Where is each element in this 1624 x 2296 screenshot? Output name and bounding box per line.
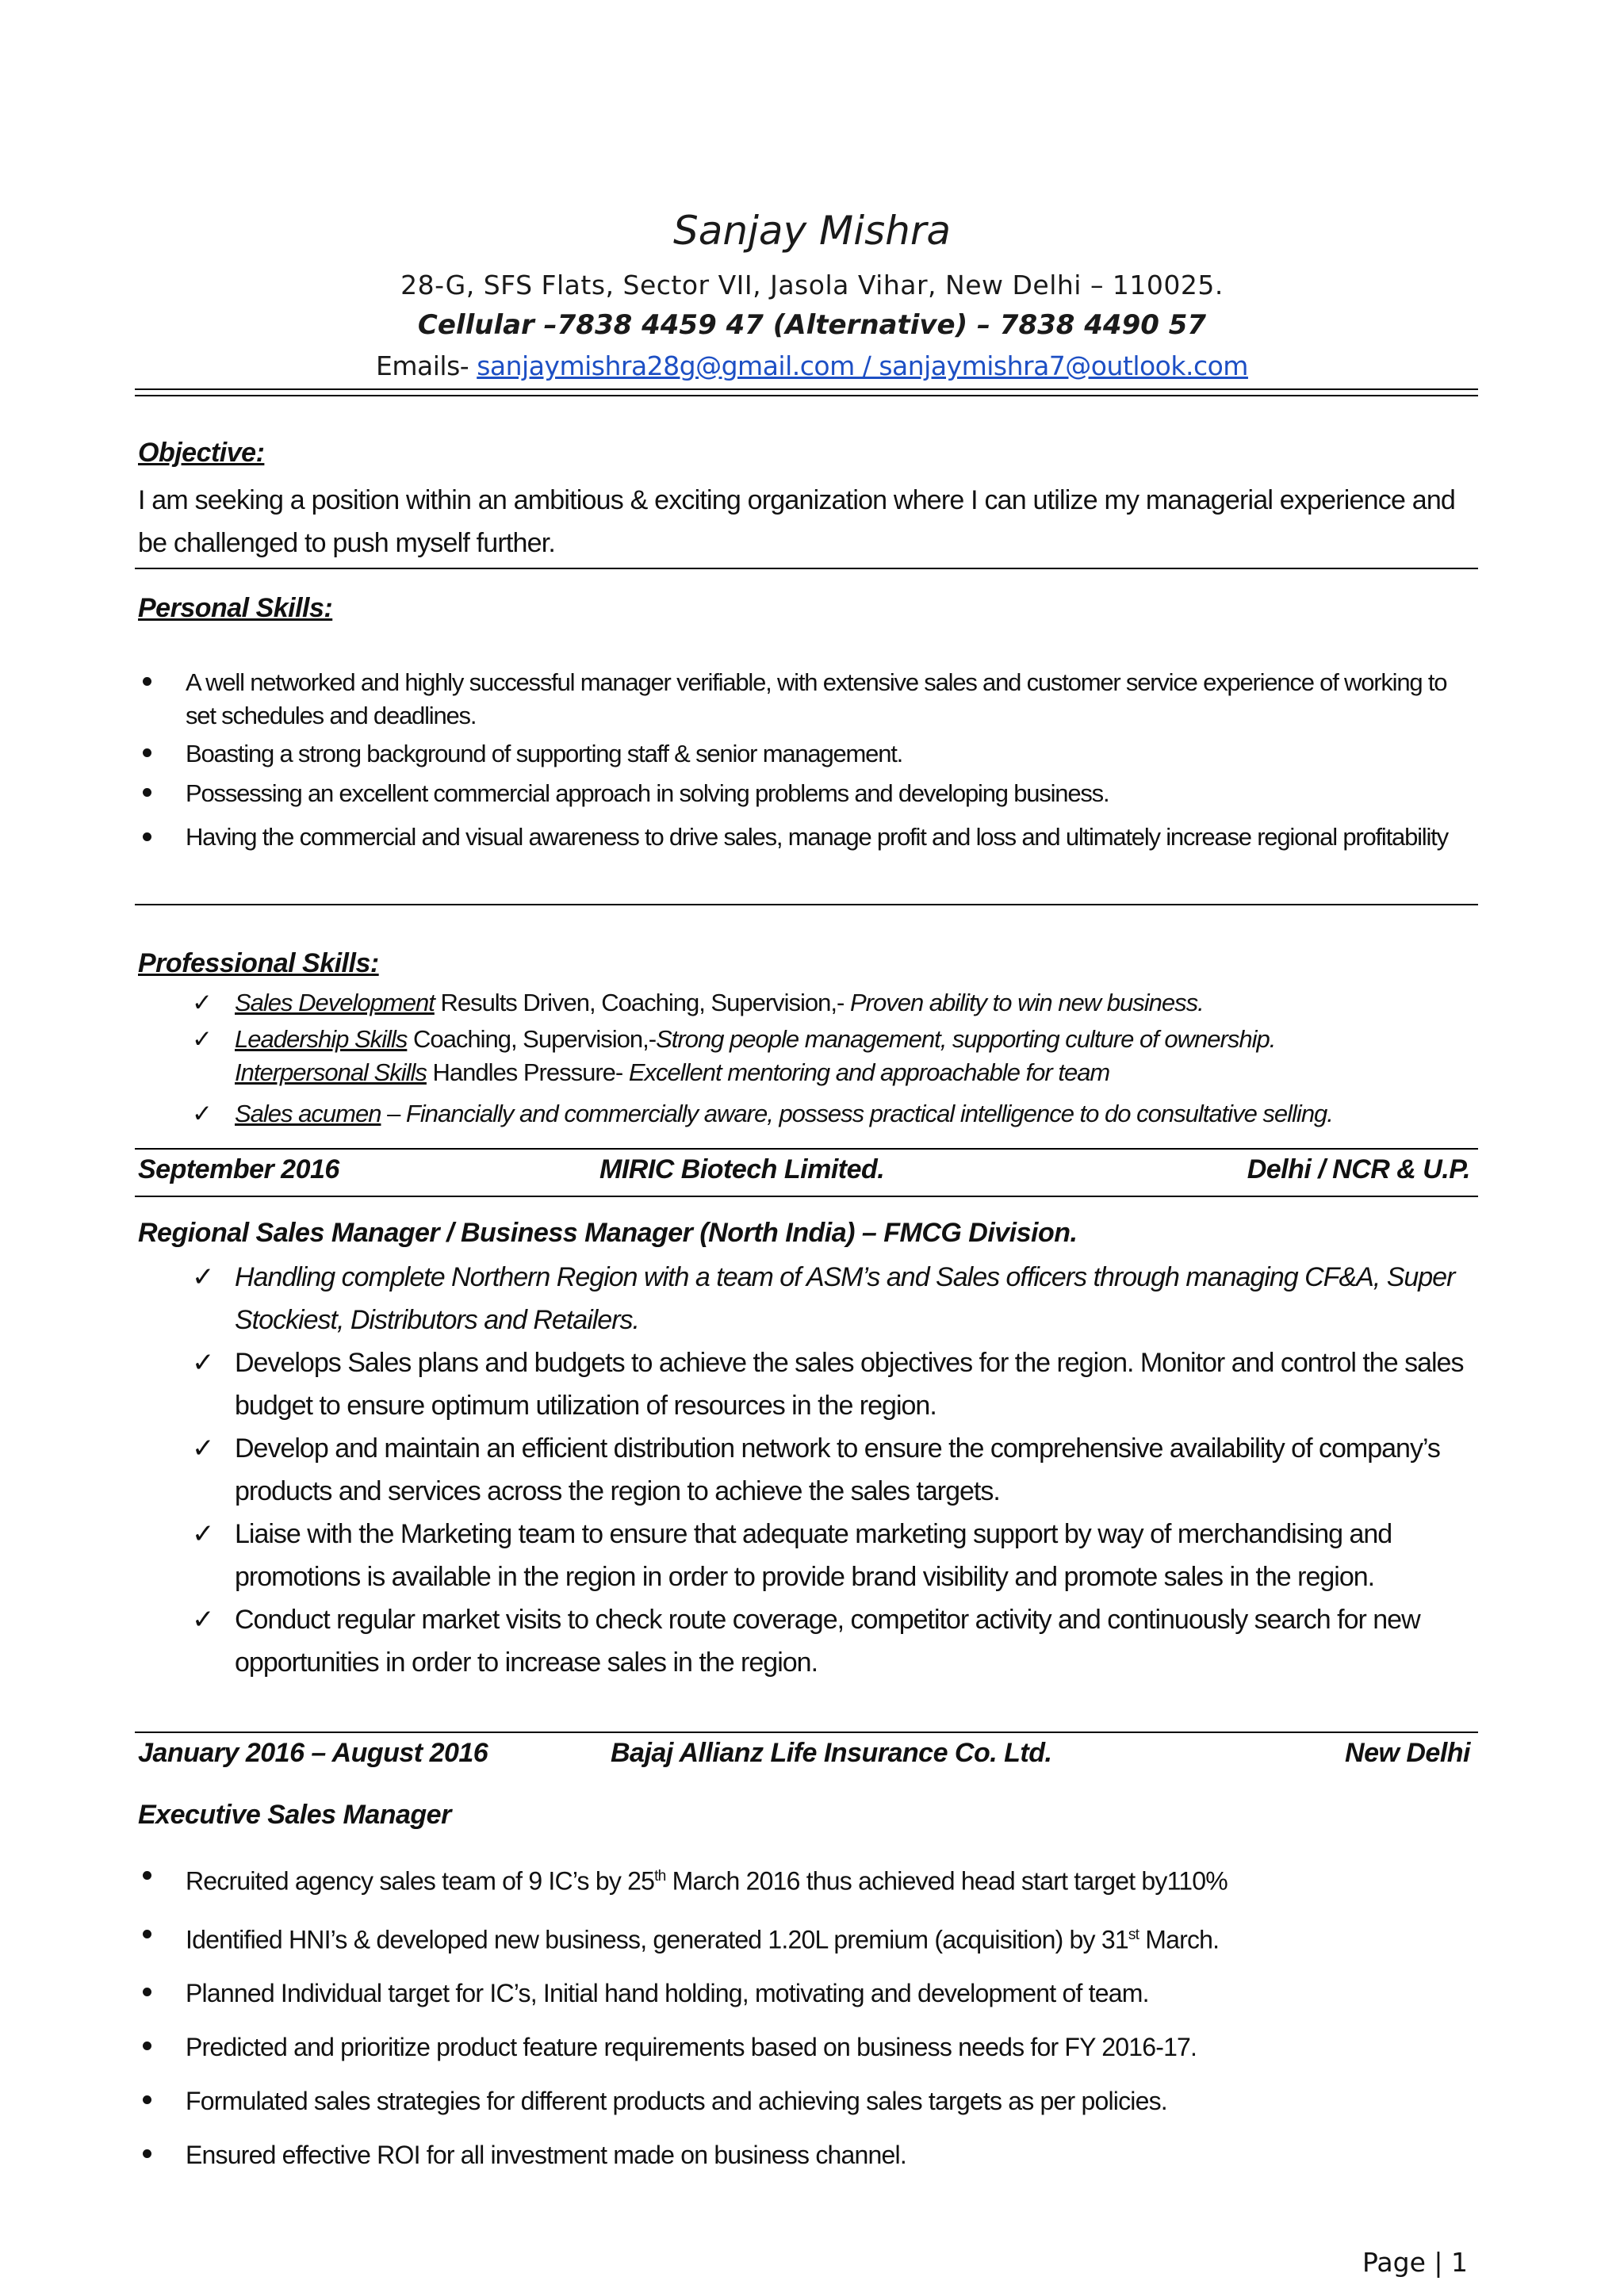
- list-item: ✓ Develop and maintain an efficient distribution network to ensure the comprehensive availability of company’s products and services across the region to achieve the sales targets.: [138, 1427, 1478, 1513]
- job2-location: New Delhi: [1345, 1738, 1470, 1768]
- divider: [135, 1148, 1478, 1150]
- objective-title: Objective:: [138, 438, 265, 468]
- phone-numbers: Cellular –7838 4459 47 (Alternative) – 7838 4490 57: [417, 309, 1207, 341]
- bullet-icon: [143, 788, 151, 797]
- emails: [0, 350, 1624, 381]
- list-item: Planned Individual target for IC’s, Initial hand holding, motivating and development of team.: [138, 1976, 1478, 2010]
- divider: [135, 1732, 1478, 1733]
- job1-role: Regional Sales Manager / Business Manager (North India) – FMCG Division.: [138, 1218, 1078, 1248]
- professional-skills-title: Professional Skills:: [138, 948, 379, 978]
- list-item: ✓ Liaise with the Marketing team to ensure that adequate marketing support by way of merchandising and promotions is available in the region in order to provide brand visibility and promote sales in the region.: [138, 1513, 1478, 1598]
- job1-date: September 2016: [138, 1154, 339, 1184]
- emails-label: Emails-: [376, 350, 477, 381]
- bullet-icon: [143, 2149, 151, 2158]
- email-links[interactable]: sanjaymishra28g@gmail.com / sanjaymishra7@outlook.com: [477, 350, 1248, 381]
- check-icon: ✓: [192, 1518, 214, 1550]
- personal-skills-list: [138, 666, 1478, 858]
- list-item: Boasting a strong background of supporting staff & senior management.: [138, 737, 1478, 771]
- job1-location: Delhi / NCR & U.P.: [1247, 1154, 1470, 1184]
- list-item: Possessing an excellent commercial approach in solving problems and developing business.: [138, 777, 1478, 810]
- list-item: Recruited agency sales team of 9 IC’s by 25th March 2016 thus achieved head start target by110%: [138, 1860, 1478, 1898]
- list-item: ✓ Conduct regular market visits to check route coverage, competitor activity and continuously search for new opportunities in order to increase sales in the region.: [138, 1598, 1478, 1684]
- list-item: ✓ Sales Development Results Driven, Coaching, Supervision,- Proven ability to win new business.: [138, 986, 1478, 1020]
- job2-company: Bajaj Allianz Life Insurance Co. Ltd.: [611, 1738, 1052, 1768]
- candidate-name: Sanjay Mishra: [672, 208, 952, 254]
- job2-date: January 2016 – August 2016: [138, 1738, 488, 1768]
- page-number: Page | 1: [1362, 2247, 1468, 2278]
- address: 28-G, SFS Flats, Sector VII, Jasola Vihar, New Delhi – 110025.: [400, 270, 1224, 300]
- job2-role: Executive Sales Manager: [138, 1800, 451, 1830]
- divider: [135, 1196, 1478, 1197]
- divider: [135, 568, 1478, 569]
- list-item: Identified HNI’s & developed new business, generated 1.20L premium (acquisition) by 31st March.: [138, 1919, 1478, 1957]
- bullet-icon: [143, 1871, 151, 1880]
- bullet-icon: [143, 748, 151, 757]
- list-item: ✓ Handling complete Northern Region with a team of ASM’s and Sales officers through managing CF&A, Super Stockiest, Distributors and Retailers.: [138, 1256, 1478, 1341]
- job1-responsibilities: [138, 1256, 1478, 1684]
- check-icon: ✓: [192, 989, 212, 1017]
- list-item: Formulated sales strategies for different products and achieving sales targets as per policies.: [138, 2084, 1478, 2118]
- list-item: ✓ Sales acumen – Financially and commercially aware, possess practical intelligence to do consultative selling.: [138, 1097, 1478, 1131]
- bullet-icon: [143, 2095, 151, 2104]
- check-icon: ✓: [192, 1433, 214, 1464]
- job2-achievements: [138, 1860, 1478, 2172]
- bullet-icon: [143, 2042, 151, 2050]
- list-item: ✓ Develops Sales plans and budgets to achieve the sales objectives for the region. Monitor and control the sales budget to ensure optimum utilization of resources in the region.: [138, 1341, 1478, 1427]
- list-item: A well networked and highly successful manager verifiable, with extensive sales and customer service experience of working to set schedules and deadlines.: [138, 666, 1478, 733]
- bullet-icon: [143, 832, 151, 841]
- bullet-icon: [143, 1988, 151, 1996]
- list-item: Having the commercial and visual awareness to drive sales, manage profit and loss and ultimately increase regional profitability: [138, 817, 1478, 858]
- bullet-icon: [143, 1930, 151, 1938]
- header-divider: [135, 388, 1478, 396]
- divider: [135, 904, 1478, 905]
- check-icon: ✓: [192, 1025, 212, 1054]
- list-item: Predicted and prioritize product feature requirements based on business needs for FY 2016-17.: [138, 2030, 1478, 2064]
- job1-company: MIRIC Biotech Limited.: [599, 1154, 885, 1184]
- check-icon: ✓: [192, 1261, 214, 1293]
- check-icon: ✓: [192, 1604, 214, 1636]
- personal-skills-title: Personal Skills:: [138, 593, 333, 623]
- list-item: Ensured effective ROI for all investment made on business channel.: [138, 2138, 1478, 2172]
- check-icon: ✓: [192, 1347, 214, 1379]
- professional-skills-list: [138, 986, 1478, 1131]
- objective-text: I am seeking a position within an ambitious & exciting organization where I can utilize my managerial experience and be challenged to push myself further.: [138, 485, 1456, 558]
- bullet-icon: [143, 677, 151, 686]
- check-icon: ✓: [192, 1100, 212, 1128]
- list-item: ✓ Leadership Skills Coaching, Supervision,-Strong people management, supporting culture of ownership. Interpersonal Skills Handles Pressure- Excellent mentoring and approachable for team: [138, 1023, 1478, 1089]
